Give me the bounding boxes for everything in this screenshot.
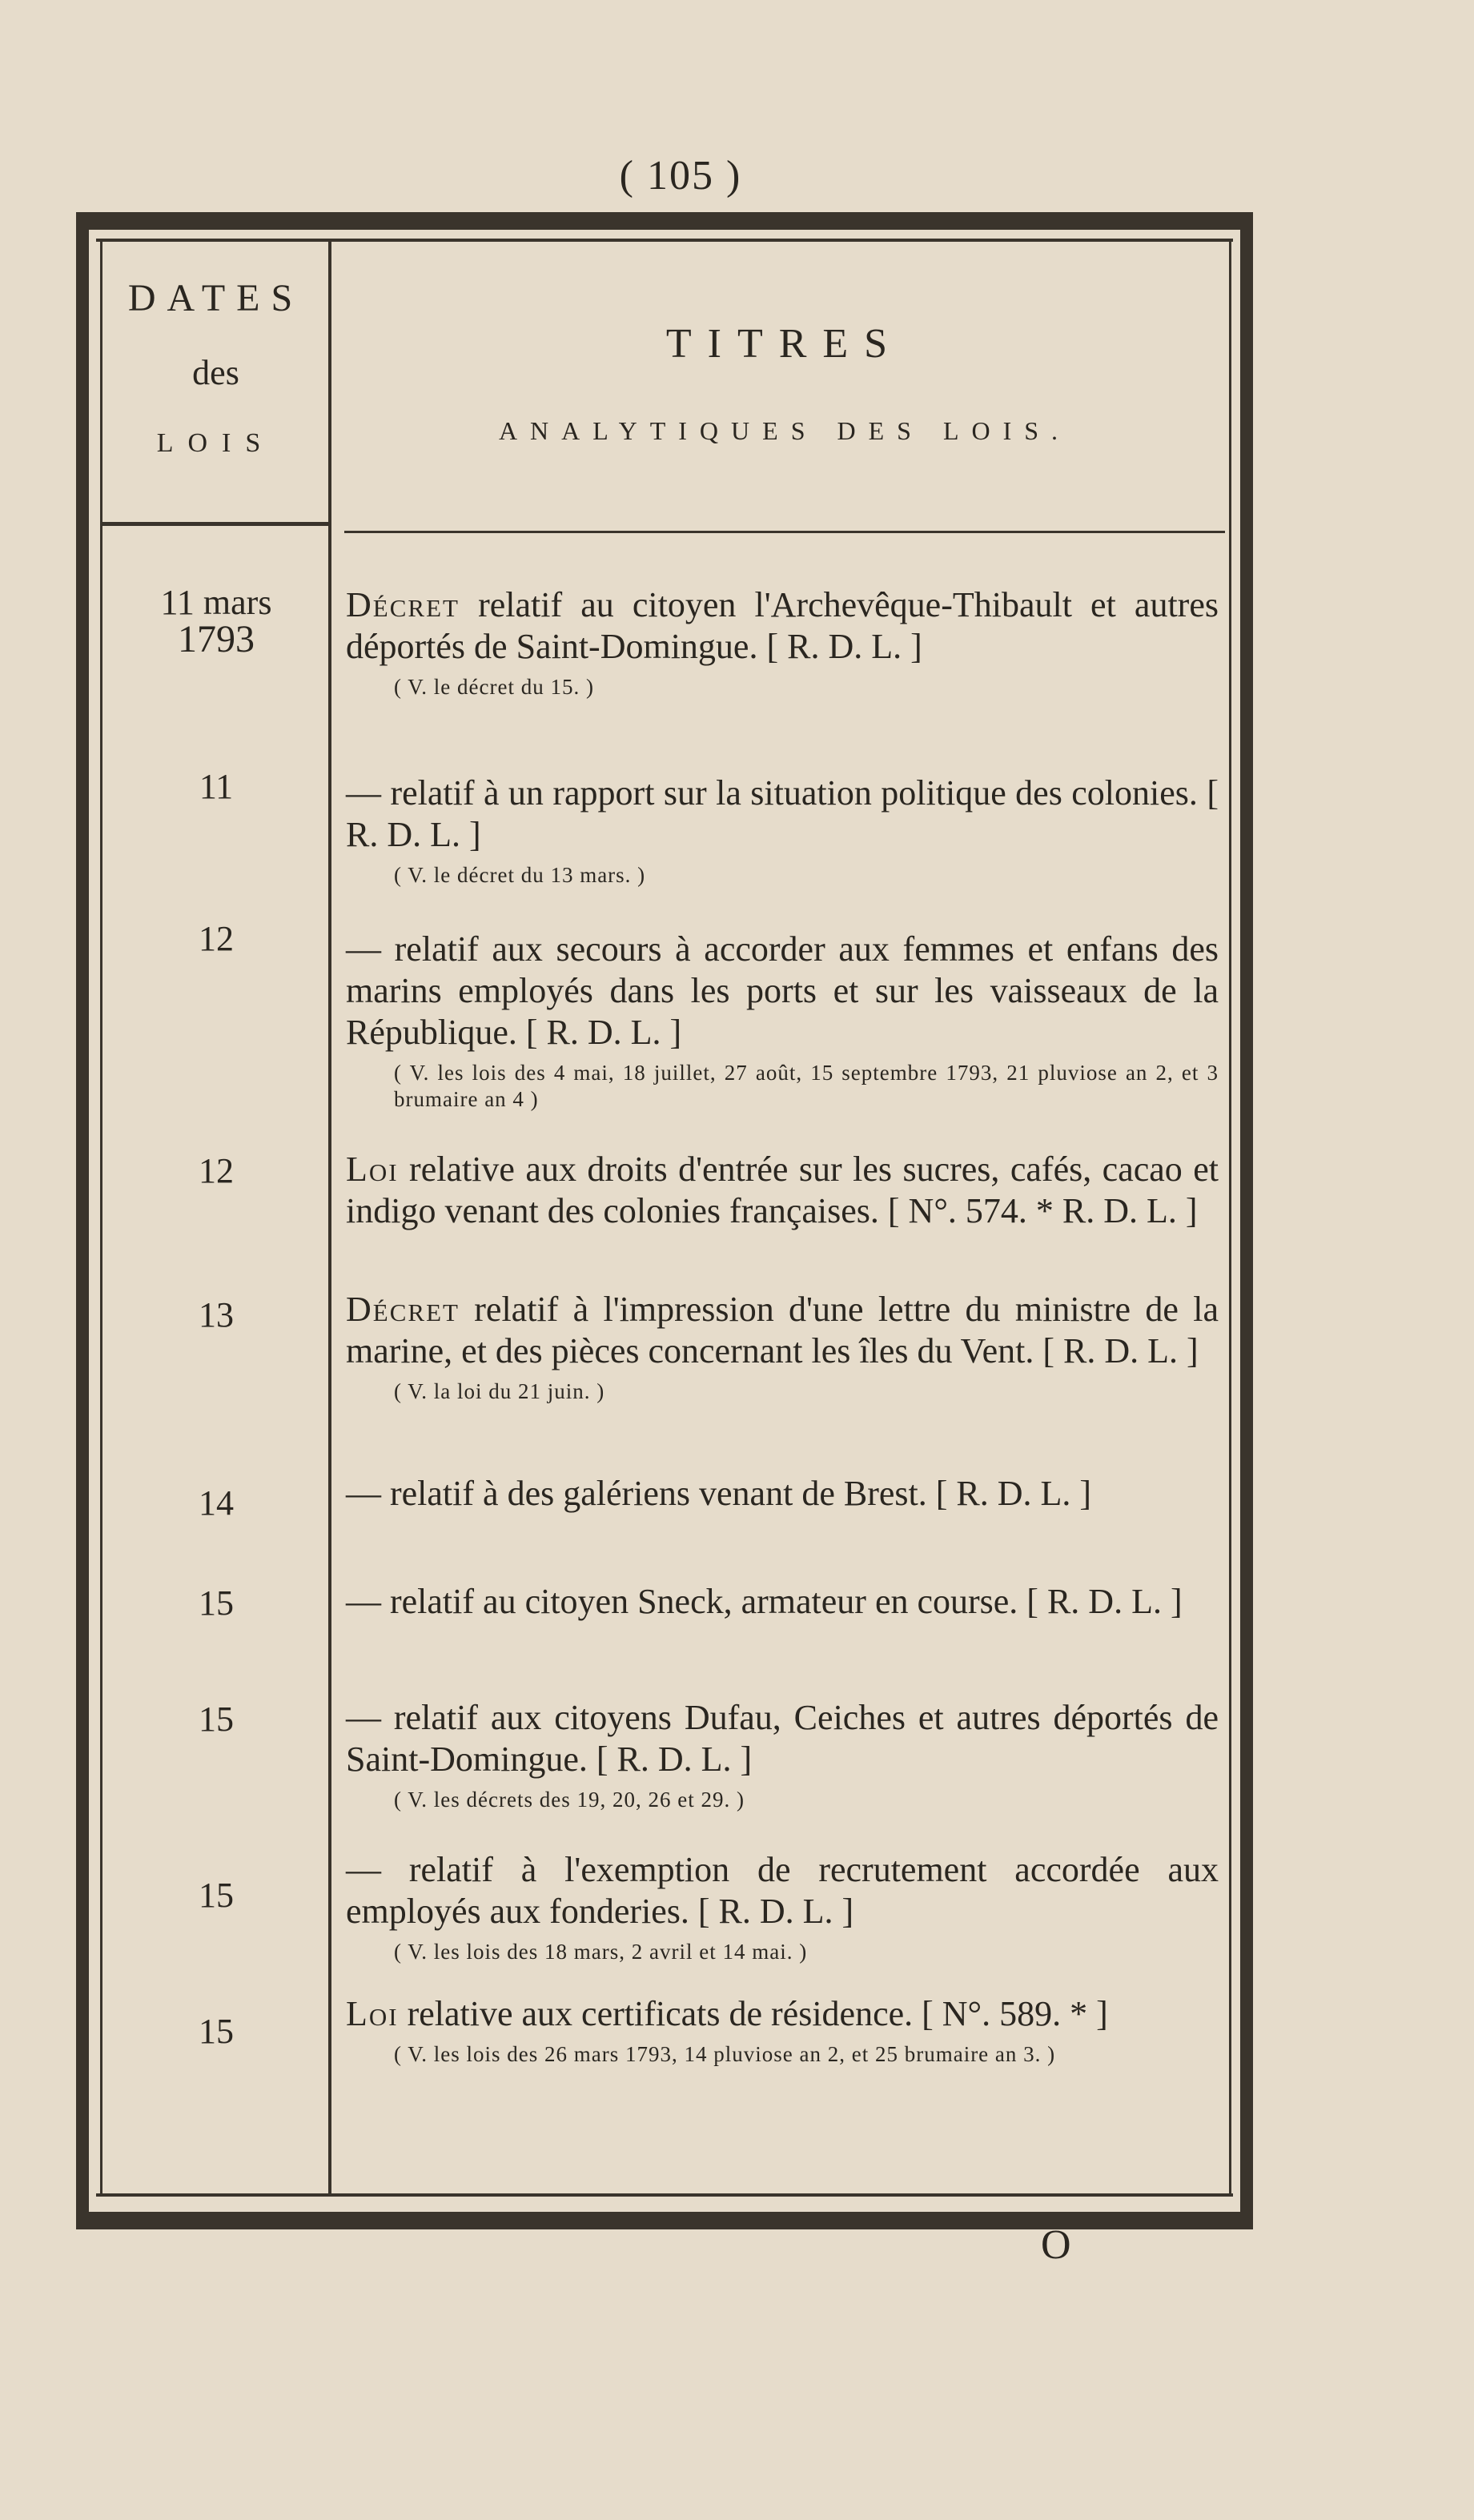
entry-lead: — (346, 1698, 381, 1737)
entry-text (346, 584, 1219, 700)
frame-inner-top-rule (96, 239, 1233, 242)
date-day: 11 mars (160, 583, 272, 622)
header-des: des (192, 353, 239, 392)
entry-text (346, 772, 1219, 889)
entry-lead: Loi (346, 1150, 399, 1189)
entry-note: ( V. la loi du 21 juin. ) (394, 1379, 605, 1403)
entry-lead: Loi (346, 1994, 399, 2033)
entry-text (346, 1581, 1219, 1623)
entry-lead: — (346, 1474, 381, 1513)
date-cell (120, 2013, 312, 2050)
date-day: 15 (199, 2012, 234, 2051)
entry-lead: — (346, 1850, 381, 1889)
date-day: 11 (199, 767, 234, 806)
date-cell (120, 1297, 312, 1334)
date-year: 1793 (178, 618, 255, 660)
column-divider (328, 240, 331, 2193)
date-cell (120, 584, 312, 658)
entry-lead: — (346, 1582, 381, 1621)
entry-text (346, 1149, 1219, 1232)
entry-lead: — (346, 773, 381, 813)
entry-text (346, 1993, 1219, 2068)
header-rule-titres (344, 531, 1225, 533)
date-cell (120, 1485, 312, 1522)
entry-body: relatif au citoyen l'Archevêque-Thibault et autres déportés de Saint-Domingue. [ R. D. L. ] (346, 585, 1219, 666)
header-analytiques: ANALYTIQUES DES LOIS. (498, 416, 1071, 445)
entry-lead: Décret (346, 1290, 460, 1329)
date-day: 14 (199, 1483, 234, 1523)
entry-note: ( V. les lois des 4 mai, 18 juillet, 27 août, 15 septembre 1793, 21 pluviose an 2, et 3 brumaire an 4 ) (394, 1061, 1219, 1111)
entry-text (346, 1697, 1219, 1813)
header-dates: DATES (127, 277, 304, 319)
entry-body: relatif à l'impression d'une lettre du ministre de la marine, et des pièces concernant les îles du Vent. [ R. D. L. ] (346, 1290, 1219, 1370)
date-cell (120, 1701, 312, 1738)
date-day: 15 (199, 1583, 234, 1623)
entry-text (346, 1289, 1219, 1405)
date-cell (120, 1153, 312, 1190)
date-cell (120, 1585, 312, 1622)
entry-text (346, 929, 1219, 1113)
entry-body: relatif au citoyen Sneck, armateur en course. [ R. D. L. ] (390, 1582, 1183, 1621)
date-cell (120, 921, 312, 957)
header-titres: TITRES (665, 321, 904, 367)
entry-body: relatif à des galériens venant de Brest. [ R. D. L. ] (390, 1474, 1092, 1513)
date-day: 15 (199, 1699, 234, 1739)
page-number: ( 105 ) (619, 153, 742, 199)
entry-text (346, 1473, 1219, 1515)
entry-lead: — (346, 929, 381, 969)
entry-note: ( V. les lois des 18 mars, 2 avril et 14 mai. ) (394, 1940, 808, 1964)
entry-note: ( V. le décret du 15. ) (394, 675, 594, 699)
date-cell (120, 768, 312, 805)
frame-inner-bottom-rule (96, 2193, 1233, 2197)
date-day: 12 (199, 1151, 234, 1190)
entry-body: relatif aux citoyens Dufau, Ceiches et autres déportés de Saint-Domingue. [ R. D. L. ] (346, 1698, 1219, 1779)
date-day: 12 (199, 919, 234, 958)
frame-inner-left-rule (100, 240, 102, 2193)
header-rule-dates (102, 522, 328, 526)
entry-text (346, 1849, 1219, 1965)
date-cell (120, 1877, 312, 1914)
header-lois: LOIS (156, 428, 275, 458)
entry-body: relatif à l'exemption de recrutement accordée aux employés aux fonderies. [ R. D. L. ] (346, 1850, 1219, 1931)
entry-body: relative aux certificats de résidence. [ N°. 589. * ] (407, 1994, 1108, 2033)
entry-note: ( V. les lois des 26 mars 1793, 14 pluviose an 2, et 25 brumaire an 3. ) (394, 2042, 1056, 2066)
entry-body: relatif aux secours à accorder aux femmes et enfans des marins employés dans les ports et sur les vaisseaux de la République. [ R. D. L. ] (346, 929, 1219, 1052)
date-day: 13 (199, 1295, 234, 1334)
entry-lead: Décret (346, 585, 460, 624)
entry-body: relative aux droits d'entrée sur les sucres, cafés, cacao et indigo venant des colonies françaises. [ N°. 574. * R. D. L. ] (346, 1150, 1219, 1230)
entry-note: ( V. les décrets des 19, 20, 26 et 29. ) (394, 1788, 745, 1812)
date-day: 15 (199, 1876, 234, 1915)
entry-note: ( V. le décret du 13 mars. ) (394, 863, 646, 887)
entry-body: relatif à un rapport sur la situation politique des colonies. [ R. D. L. ] (346, 773, 1219, 854)
frame-inner-right-rule (1229, 240, 1231, 2193)
printer-signature: O (1041, 2222, 1071, 2268)
